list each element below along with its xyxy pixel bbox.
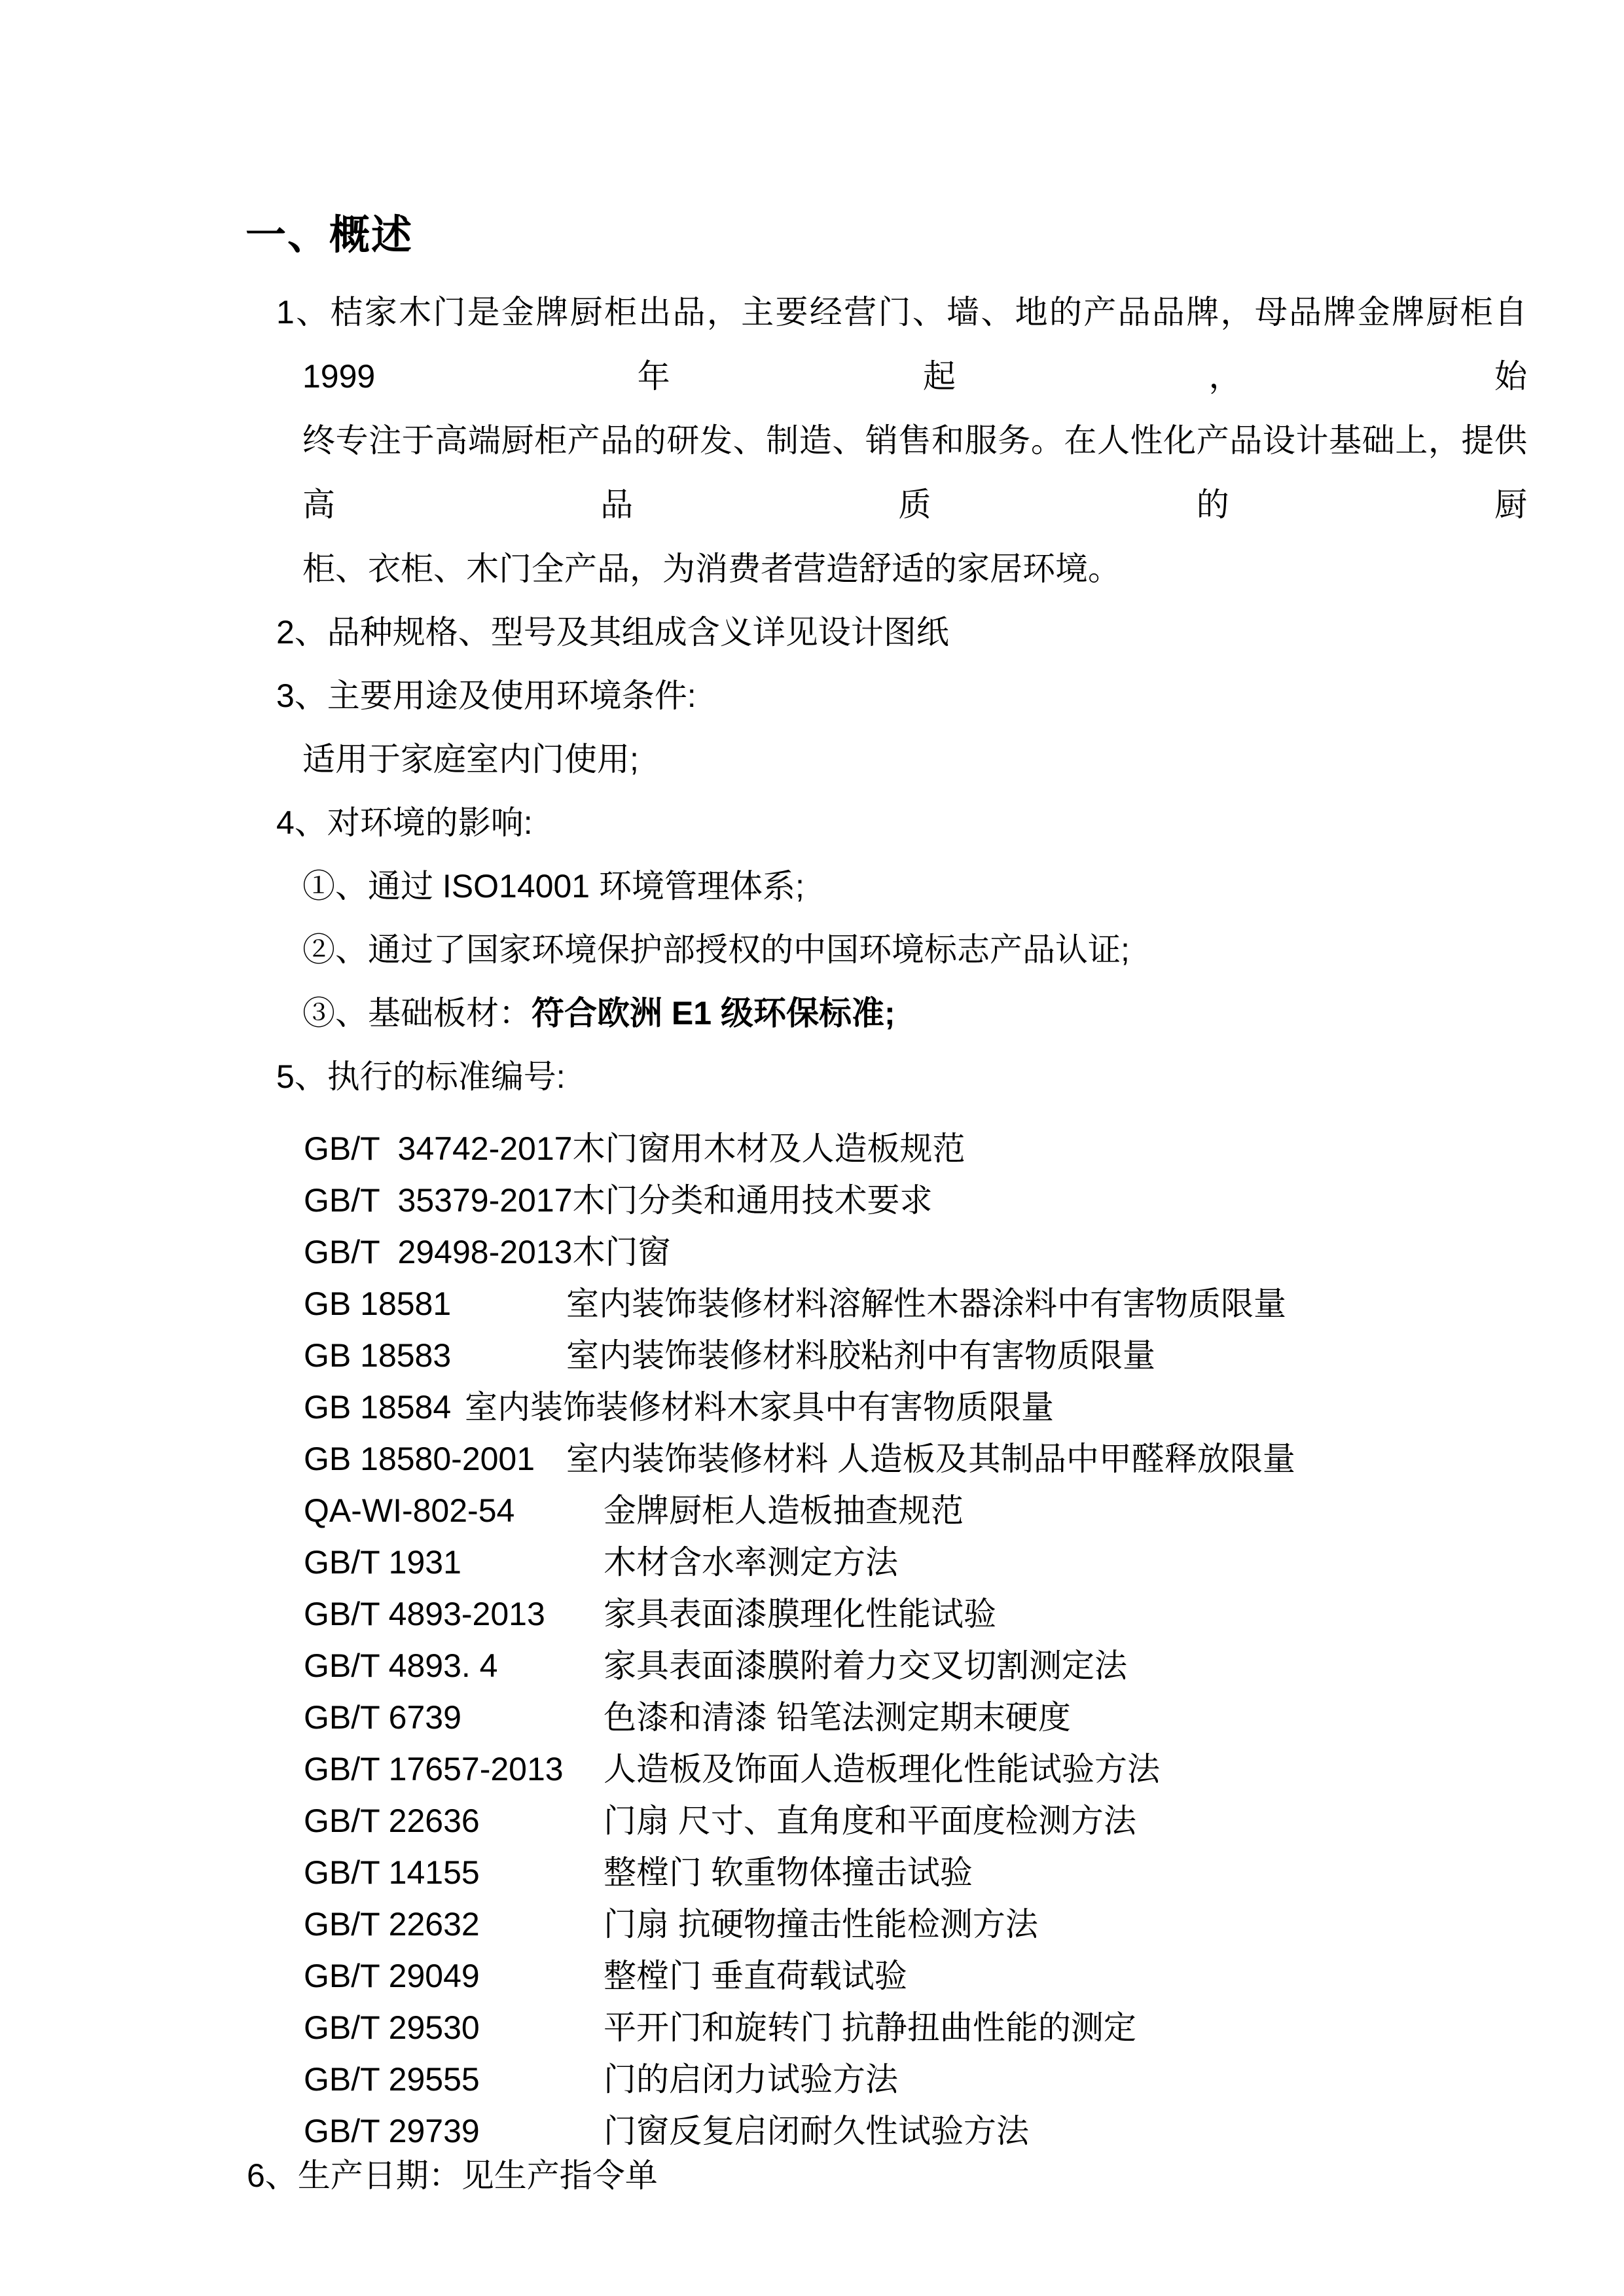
env-item-3-label: ③、基础板材： — [302, 995, 532, 1031]
standard-description: 室内装饰装修材料木家具中有害物质限量 — [465, 1389, 1054, 1426]
intro-paragraph — [276, 280, 1527, 601]
standard-code: QA-WI-802-54 — [304, 1492, 515, 1529]
list-item-4: 4、对环境的影响: — [276, 804, 533, 841]
standard-row — [304, 1278, 1624, 1330]
standard-code: GB/T 34742-2017 — [304, 1130, 573, 1167]
standard-code: GB 18584 — [304, 1389, 452, 1426]
env-item-2: ②、通过了国家环境保护部授权的中国环境标志产品认证; — [302, 931, 1130, 968]
standard-row — [304, 1175, 1624, 1227]
standard-description: 整樘门 垂直荷载试验 — [604, 1958, 907, 1994]
standard-code: GB/T 29555 — [304, 2061, 480, 2098]
standard-description: 整樘门 软重物体撞击试验 — [604, 1854, 973, 1891]
standard-description: 家具表面漆膜附着力交叉切割测定法 — [604, 1647, 1127, 1684]
env-item-1: ①、通过 ISO14001 环境管理体系; — [302, 868, 804, 905]
standard-description: 门扇 尺寸、直角度和平面度检测方法 — [604, 1803, 1136, 1839]
standard-description: 色漆和清漆 铅笔法测定期末硬度 — [604, 1699, 1071, 1736]
list-item-6: 6、生产日期：见生产指令单 — [247, 2157, 658, 2194]
paragraph-line: 柜、衣柜、木门全产品，为消费者营造舒适的家居环境。 — [302, 550, 1121, 587]
standard-row — [304, 1950, 1624, 2002]
list-item-3: 3、主要用途及使用环境条件: — [276, 677, 696, 714]
standard-row — [304, 1330, 1624, 1382]
standard-row — [304, 1227, 1624, 1278]
standard-description: 木门窗用木材及人造板规范 — [572, 1130, 965, 1167]
standard-row — [304, 1537, 1624, 1588]
paragraph-line: 1、桔家木门是金牌厨柜出品，主要经营门、墙、地的产品品牌，母品牌金牌厨柜自 1999 年起，始 — [276, 294, 1527, 395]
paragraph-line: 终专注于高端厨柜产品的研发、制造、销售和服务。在人性化产品设计基础上，提供高品质的厨 — [302, 422, 1527, 523]
standards-list — [304, 1123, 1624, 2157]
standard-code: GB/T 29049 — [304, 1958, 480, 1994]
standard-code: GB/T 14155 — [304, 1854, 480, 1891]
standard-description: 木门分类和通用技术要求 — [572, 1182, 933, 1219]
standard-row — [304, 1847, 1624, 1899]
standard-code: GB/T 22632 — [304, 1906, 480, 1943]
standard-row — [304, 1485, 1624, 1537]
standard-row — [304, 1433, 1624, 1485]
env-item-3-bold: 符合欧洲 E1 级环保标准; — [532, 995, 895, 1031]
standard-description: 木门窗 — [572, 1234, 671, 1270]
standard-description: 室内装饰装修材料 人造板及其制品中甲醛释放限量 — [566, 1441, 1295, 1477]
standard-description: 门窗反复启闭耐久性试验方法 — [604, 2113, 1029, 2149]
standard-description: 金牌厨柜人造板抽查规范 — [604, 1492, 964, 1529]
standard-description: 室内装饰装修材料胶粘剂中有害物质限量 — [566, 1337, 1155, 1374]
standard-description: 家具表面漆膜理化性能试验 — [604, 1596, 996, 1632]
env-item-3 — [302, 982, 1624, 1045]
standard-description: 人造板及饰面人造板理化性能试验方法 — [604, 1751, 1160, 1787]
standard-description: 门扇 抗硬物撞击性能检测方法 — [604, 1906, 1038, 1943]
standard-code: GB 18580-2001 — [304, 1441, 535, 1477]
standard-row — [304, 1744, 1624, 1795]
standard-code: GB/T 29498-2013 — [304, 1234, 573, 1270]
standard-description: 木材含水率测定方法 — [604, 1544, 898, 1581]
standard-code: GB 18581 — [304, 1285, 452, 1322]
standard-row — [304, 1382, 1624, 1433]
list-item-5: 5、执行的标准编号: — [276, 1058, 566, 1095]
standard-row — [304, 1795, 1624, 1847]
standard-row — [304, 1123, 1624, 1175]
standard-row — [304, 1692, 1624, 1744]
section-title: 一、概述 — [245, 213, 414, 258]
standard-code: GB/T 1931 — [304, 1544, 461, 1581]
standard-code: GB/T 4893. 4 — [304, 1647, 498, 1684]
standard-code: GB/T 35379-2017 — [304, 1182, 573, 1219]
standard-code: GB/T 6739 — [304, 1699, 461, 1736]
standard-row — [304, 2054, 1624, 2106]
standard-description: 平开门和旋转门 抗静扭曲性能的测定 — [604, 2009, 1136, 2046]
standard-description: 门的启闭力试验方法 — [604, 2061, 898, 2098]
standard-row — [304, 1640, 1624, 1692]
standard-code: GB/T 17657-2013 — [304, 1751, 564, 1787]
standard-code: GB/T 29530 — [304, 2009, 480, 2046]
standard-code: GB/T 4893-2013 — [304, 1596, 545, 1632]
list-item-2: 2、品种规格、型号及其组成含义详见设计图纸 — [276, 614, 949, 651]
numbered-list — [276, 601, 1624, 1109]
list-item-3-sub: 适用于家庭室内门使用; — [302, 741, 639, 778]
standard-code: GB 18583 — [304, 1337, 452, 1374]
standard-code: GB/T 22636 — [304, 1803, 480, 1839]
standard-row — [304, 1588, 1624, 1640]
standard-row — [304, 2002, 1624, 2054]
standard-code: GB/T 29739 — [304, 2113, 480, 2149]
standard-description: 室内装饰装修材料溶解性木器涂料中有害物质限量 — [566, 1285, 1286, 1322]
standard-row — [304, 1899, 1624, 1950]
